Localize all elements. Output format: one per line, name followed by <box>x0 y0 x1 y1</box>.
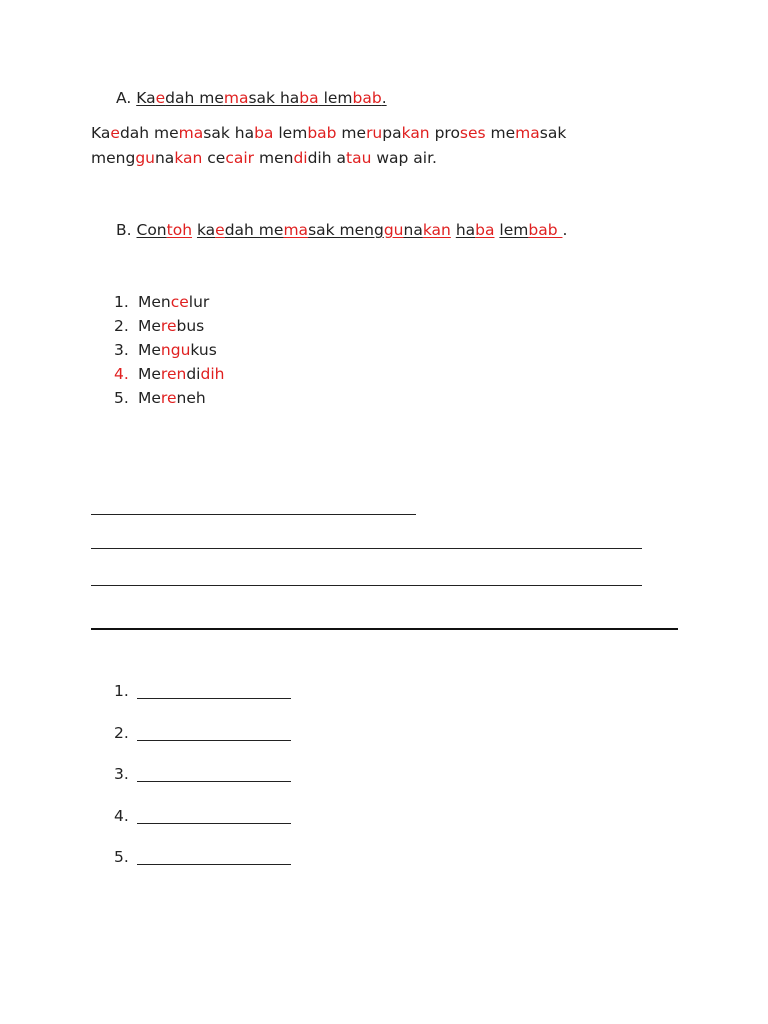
method-word <box>138 341 217 359</box>
text-segment: ha <box>455 221 476 239</box>
heading-b <box>116 220 567 240</box>
highlight-syllable: ses <box>459 124 486 142</box>
highlight-syllable: re <box>160 389 177 407</box>
text-segment: Ka <box>91 124 111 142</box>
text-segment: men <box>254 149 294 167</box>
highlight-syllable: kan <box>401 124 430 142</box>
highlight-syllable: kan <box>174 149 203 167</box>
method-word <box>138 365 224 383</box>
highlight-syllable: ma <box>223 89 249 107</box>
heading-b-title <box>137 221 568 239</box>
highlight-syllable: gu <box>383 221 404 239</box>
highlight-syllable: e <box>155 89 166 107</box>
answer-blank[interactable] <box>137 740 291 741</box>
highlight-syllable: tau <box>346 149 372 167</box>
highlight-syllable: ma <box>178 124 204 142</box>
heading-a-prefix: A. <box>116 89 132 107</box>
method-number: 5. <box>114 389 129 407</box>
highlight-syllable: re <box>160 317 177 335</box>
heading-a-title <box>136 89 386 107</box>
text-segment: sak meng <box>308 221 384 239</box>
answer-blank[interactable] <box>137 698 291 699</box>
text-segment: lem <box>273 124 308 142</box>
method-number: 3. <box>114 341 129 359</box>
text-segment: Me <box>138 317 161 335</box>
highlight-syllable: ru <box>366 124 383 142</box>
highlight-syllable: ren <box>160 365 187 383</box>
text-segment: . <box>381 89 387 107</box>
highlight-syllable: e <box>110 124 120 142</box>
method-item <box>114 340 217 360</box>
answer-blank[interactable] <box>137 864 291 865</box>
text-segment: lem <box>499 221 529 239</box>
text-segment: Ka <box>136 89 156 107</box>
text-segment: Me <box>138 389 161 407</box>
method-number: 1. <box>114 293 129 311</box>
highlight-syllable: ngu <box>160 341 191 359</box>
text-segment: lur <box>188 293 210 311</box>
definition-line-1 <box>91 123 566 143</box>
definition-line-2 <box>91 148 437 168</box>
highlight-syllable: dih <box>200 365 225 383</box>
highlight-syllable: ma <box>515 124 540 142</box>
highlight-syllable: ba <box>254 124 274 142</box>
method-number: 4. <box>114 365 129 383</box>
separator-rule <box>91 628 678 630</box>
highlight-syllable: ba <box>299 89 319 107</box>
highlight-syllable: kan <box>422 221 451 239</box>
text-segment: dah me <box>224 221 284 239</box>
method-item <box>114 388 206 408</box>
highlight-syllable: bab <box>307 124 337 142</box>
method-item <box>114 316 204 336</box>
method-item <box>114 292 209 312</box>
highlight-syllable: e <box>215 221 225 239</box>
writing-line-3 <box>91 585 642 586</box>
text-segment: Con <box>136 221 167 239</box>
text-segment: ce <box>202 149 226 167</box>
method-number: 2. <box>114 317 129 335</box>
text-segment: neh <box>176 389 206 407</box>
text-segment: di <box>186 365 201 383</box>
method-word <box>138 389 206 407</box>
highlight-syllable: ce <box>170 293 189 311</box>
answer-blank[interactable] <box>137 823 291 824</box>
highlight-syllable: toh <box>166 221 193 239</box>
text-segment: wap air. <box>371 149 437 167</box>
text-segment: me <box>485 124 516 142</box>
highlight-syllable: gu <box>135 149 155 167</box>
text-segment: lem <box>318 89 353 107</box>
text-segment: pa <box>382 124 402 142</box>
highlight-syllable: cair <box>225 149 255 167</box>
text-segment: ka <box>196 221 216 239</box>
answer-number: 4. <box>114 806 129 825</box>
text-segment: meng <box>91 149 136 167</box>
writing-line-2 <box>91 548 642 549</box>
text-segment: Me <box>138 341 161 359</box>
text-segment: sak ha <box>203 124 255 142</box>
text-segment: bus <box>176 317 205 335</box>
answer-blank[interactable] <box>137 781 291 782</box>
text-segment: Me <box>138 365 161 383</box>
method-word <box>138 293 209 311</box>
text-segment: . <box>562 221 568 239</box>
writing-line-1 <box>91 514 416 515</box>
answer-number: 3. <box>114 765 129 783</box>
highlight-syllable: ba <box>475 221 495 239</box>
text-segment: Men <box>138 293 171 311</box>
text-segment: na <box>403 221 423 239</box>
text-segment: sak ha <box>248 89 300 107</box>
answer-number: 2. <box>114 723 129 742</box>
answer-number: 1. <box>114 682 129 700</box>
answer-number: 5. <box>114 848 129 866</box>
highlight-syllable: di <box>293 149 308 167</box>
text-segment: na <box>154 149 175 167</box>
heading-b-prefix: B. <box>116 221 132 239</box>
text-segment: dih a <box>307 149 346 167</box>
text-segment: me <box>336 124 367 142</box>
highlight-syllable: bab <box>528 221 563 239</box>
text-segment: sak <box>539 124 567 142</box>
text-segment: dah me <box>165 89 224 107</box>
text-segment: kus <box>190 341 217 359</box>
method-word <box>138 317 204 335</box>
highlight-syllable: bab <box>352 89 382 107</box>
text-segment: dah me <box>119 124 179 142</box>
text-segment: pro <box>429 124 460 142</box>
method-item <box>114 364 224 384</box>
highlight-syllable: ma <box>283 221 309 239</box>
heading-a <box>116 88 387 108</box>
